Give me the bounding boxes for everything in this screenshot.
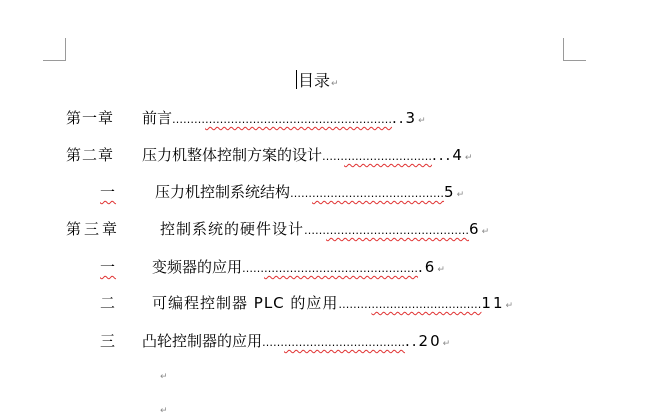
toc-entry-chapter-1[interactable] — [66, 108, 426, 128]
toc-leader-spellcheck: …………………… — [344, 150, 433, 163]
paragraph-mark-icon: ↵ — [442, 339, 451, 349]
empty-paragraph-mark-icon: ↵ — [160, 406, 168, 416]
toc-entry-text: 压力机控制系统结构 — [155, 183, 291, 201]
toc-entry-number: 二 — [100, 294, 117, 312]
toc-entry-section-2-1[interactable] — [100, 182, 464, 202]
toc-entry-text: 前言 — [142, 109, 173, 127]
empty-paragraph-mark-icon: ↵ — [160, 372, 168, 382]
toc-entry-text: 压力机整体控制方案的设计 — [142, 146, 323, 164]
toc-entry-text: 变频器的应用 — [152, 258, 243, 276]
toc-entry-number: 三 — [100, 332, 117, 350]
toc-entry-number: 第一章 — [66, 109, 115, 127]
toc-entry-chapter-2[interactable] — [66, 145, 472, 165]
paragraph-mark-icon: ↵ — [481, 227, 490, 237]
toc-leader: ……… — [172, 113, 206, 126]
toc-page-number: ...4 — [432, 146, 464, 164]
toc-entry-text: 凸轮控制器的应用 — [142, 332, 263, 350]
toc-entry-chapter-3[interactable] — [66, 219, 489, 239]
text-cursor — [296, 70, 297, 89]
toc-leader-spellcheck: …………………………………………… — [205, 113, 393, 126]
top-right-crop-mark — [563, 38, 586, 61]
toc-entry-section-3-1[interactable] — [100, 257, 445, 277]
paragraph-mark-icon: ↵ — [331, 79, 339, 89]
toc-entry-text: 控制系统的硬件设计 — [160, 220, 305, 238]
toc-leader-spellcheck: ……………………………… — [312, 187, 445, 200]
toc-page-number: ..3 — [392, 109, 418, 127]
toc-leader-spellcheck: ………………………………… — [326, 224, 470, 237]
toc-entry-number: 一 — [100, 258, 117, 276]
paragraph-mark-icon: ↵ — [456, 190, 465, 200]
toc-leader-spellcheck: …………………………… — [284, 336, 406, 349]
toc-leader: …… — [304, 224, 327, 237]
toc-leader: …… — [262, 336, 285, 349]
toc-leader-spellcheck: …………………………………… — [264, 262, 419, 275]
toc-leader: ……… — [338, 298, 372, 311]
toc-entry-section-3-2[interactable] — [100, 293, 513, 313]
toc-entry-number: 一 — [100, 183, 117, 201]
toc-entry-number: 第二章 — [66, 146, 115, 164]
paragraph-mark-icon: ↵ — [464, 153, 473, 163]
toc-page-number: .6 — [418, 258, 437, 276]
toc-leader-spellcheck: ………………………… — [371, 298, 482, 311]
toc-entry-number: 第三章 — [66, 220, 121, 238]
paragraph-mark-icon: ↵ — [437, 265, 445, 275]
paragraph-mark-icon: ↵ — [505, 301, 514, 311]
toc-leader: …… — [322, 150, 345, 163]
toc-page-number: 11 — [481, 294, 505, 312]
toc-leader: …… — [242, 262, 265, 275]
toc-page-number: 6 — [469, 220, 481, 238]
toc-entry-section-3-3[interactable] — [100, 331, 450, 351]
paragraph-mark-icon: ↵ — [418, 116, 426, 126]
toc-leader: …… — [290, 187, 313, 200]
toc-page-number: 5 — [444, 183, 456, 201]
toc-title: 目录 — [298, 71, 331, 90]
toc-page-number: ..20 — [405, 332, 442, 350]
top-left-crop-mark — [43, 38, 66, 61]
toc-title-line[interactable] — [296, 70, 339, 92]
toc-entry-text: 可编程控制器 PLC 的应用 — [152, 294, 339, 312]
